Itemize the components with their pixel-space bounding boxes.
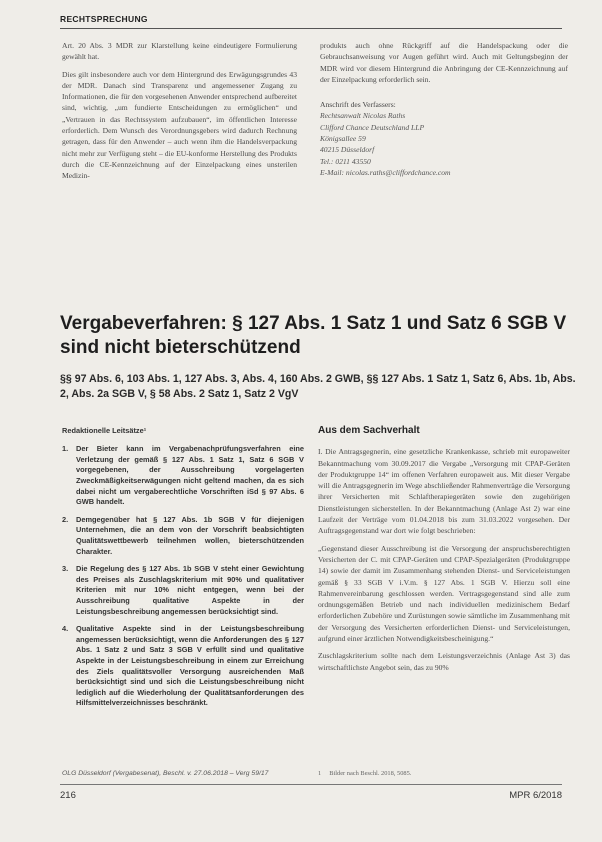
guidelines-list xyxy=(62,444,304,709)
body-paragraph: I. Die Antragsgegnerin, eine gesetzliche Krankenkasse, schrieb mit europaweiter Bekanntmachung vom 30.09.2017 die Vergabe „Versorgung mit CPAP-Geräten der Produktgruppe 14“ im offenen Verfahren europaweit aus. Mit dieser Vergabe will die Antragsgegnerin im Wege abschließender Rahmenverträge die Versorgung ihrer Versicherten mit Schlaftherapiegeräten sowie den zugehörigen Dienstleistungen sicherstellen. In der Bekanntmachung (Anlage Ast 2) war eine Laufzeit der Verträge vom 01.04.2018 bis zum 31.03.2022 vorgesehen. Der Auftragsgegenstand war dort wie folgt beschrieben: xyxy=(318,447,570,536)
guidelines-column xyxy=(62,425,304,716)
guideline-text: Qualitative Aspekte sind in der Leistungsbeschreibung angemessen berücksichtigt, wenn die Anforderungen des § 127 Abs. 1 Satz 2 und Satz 3 SGB V erfüllt sind und qualitative Aspekte in der Leistungsbeschreibung in einem zur Erreichung des Ziels qualitätsvoller Versorgung ausreichenden Maß berücksichtigt sind und sich die Leistungsbeschreibung nicht lediglich auf die Wiederholung der Qualitätsanforderungen des Hilfsmittelverzeichnisses beschränkt. xyxy=(76,624,304,708)
guideline-item xyxy=(62,444,304,508)
body-paragraph: Dies gilt insbesondere auch vor dem Hintergrund des Erwägungsgrundes 43 der MDR. Danach sind Transparenz und angemessener Zugang zu Informationen, die für den vorgesehenen Anwender entsprechend aufbereitet sind, wichtig, „um fundierte Entscheidungen zu ermöglichen“ und „Vertrauen in das Rechtssystem aufzubauen“, im öffentlichen Interesse erforderlich. Dem Wunsch des Verordnungsgebers wird dadurch Rechnung getragen, dass für den Anwender – auch wenn ihm die Handelsverpackung nicht mehr zur Verfügung steht – die EU-konforme Herstellung des Produkts durch die CE-Kennzeichnung auf der Einzelpackung eines unsterilen Medizin- xyxy=(62,69,297,181)
address-line: 40215 Düsseldorf xyxy=(320,145,375,155)
body-paragraph: Art. 20 Abs. 3 MDR zur Klarstellung keine eindeutigere Formulierung gewählt hat. xyxy=(62,41,297,62)
page-number: 216 xyxy=(60,790,76,801)
header-rule xyxy=(60,28,562,29)
guideline-number: 4. xyxy=(62,624,69,634)
guideline-number: 3. xyxy=(62,564,69,574)
top-left-column xyxy=(62,40,297,188)
address-line: Königsallee 59 xyxy=(320,134,366,144)
guideline-number: 2. xyxy=(62,514,69,524)
guidelines-heading: Redaktionelle Leitsätze¹ xyxy=(62,426,147,435)
guideline-item xyxy=(62,624,304,709)
section-heading: Aus dem Sachverhalt xyxy=(318,425,420,436)
guideline-text: Demgegenüber hat § 127 Abs. 1b SGB V für diejenigen Unternehmen, die an dem von der Vorschrift beabsichtigten Qualitätswettbewerb teilnehmen wollen, bieterschützenden Charakter. xyxy=(76,514,304,556)
footnote-text: Bilder nach Beschl. 2018, 5085. xyxy=(329,770,412,777)
article-title: Vergabeverfahren: § 127 Abs. 1 Satz 1 und Satz 6 SGB V sind nicht bieterschützend xyxy=(60,313,567,358)
guideline-number: 1. xyxy=(62,444,69,454)
footer-rule xyxy=(60,784,562,785)
running-head: RECHTSPRECHUNG xyxy=(60,14,148,24)
guideline-text: Der Bieter kann im Vergabenachprüfungsverfahren eine Verletzung der gemäß § 127 Abs. 1 Satz 1, Satz 6 SGB V vorgegebenen, der Ausschreibung vorgelagerten Zweckmäßigkeitserwägungen nicht geltend machen, da es sich dabei nicht um vergaberechtliche Vorschriften iSd § 97 Abs. 6 GWB handelt. xyxy=(76,444,304,507)
address-label: Anschrift des Verfassers: xyxy=(320,100,396,110)
article-norms: §§ 97 Abs. 6, 103 Abs. 1, 127 Abs. 3, Abs. 4, 160 Abs. 2 GWB, §§ 127 Abs. 1 Satz 1, Satz 6, Abs. 1b, Abs. 2, Abs. 2a SGB V, § 58 Abs. 2 Satz 1, Satz 2 VgV xyxy=(60,373,576,400)
guideline-text: Die Regelung des § 127 Abs. 1b SGB V steht einer Gewichtung des Preises als Zuschlagskriterium mit 90% und qualitativer Kriterien mit nur 10% nicht entgegen, wenn bei der Ausschreibung qualitative Aspekte in der Leistungsbeschreibung angemessen berücksichtigt sind. xyxy=(76,564,304,616)
footnote xyxy=(318,770,568,777)
body-paragraph: „Gegenstand dieser Ausschreibung ist die Versorgung der anspruchsberechtigten Versicherten der C. mit CPAP-Geräten und CPAP-Spezialgeräten (Produktgruppe 14) sowie der damit im Zusammenhang stehenden Dienst- und Serviceleistungen gemäß § 33 SGB V i.V.m. § 127 Abs. 1 SGB V. Hierzu soll eine Rahmenvereinbarung geschlossen werden. Vertragsgegenstand sind alle zum ordnungsgemäßen Betrieb und nach individuellen medizinischem Bedarf erforderlichen Zubehöre und Zurüstungen sowie sämtliche im Zusammenhang mit der Versorgung des Versicherten erforderlichen Dienst- und Serviceleistungen, aufgrund einer ärztlichen Notwendigkeitsbescheinigung.“ xyxy=(318,543,570,644)
address-line: Clifford Chance Deutschland LLP xyxy=(320,122,425,132)
body-paragraph: produkts auch ohne Rückgriff auf die Handelspackung oder die Gebrauchsanweisung vor Augen geführt wird. Auch mit Geltungsbeginn der MDR wird vor diesem Hintergrund die Anbringung der CE-Kennzeichnung auf der Einzelpackung erforderlich sein. xyxy=(320,41,568,84)
journal-issue: MPR 6/2018 xyxy=(509,790,562,801)
guideline-item xyxy=(62,564,304,617)
footnote-number: 1 xyxy=(318,770,322,777)
address-email: E-Mail: nicolas.raths@cliffordchance.com xyxy=(320,167,451,177)
author-address xyxy=(320,99,568,178)
address-line: Tel.: 0211 43550 xyxy=(320,156,371,166)
guideline-item xyxy=(62,515,304,557)
facts-column xyxy=(318,425,570,679)
top-right-column xyxy=(320,40,568,178)
body-paragraph: Zuschlagskriterium sollte nach dem Leistungsverzeichnis (Anlage Ast 3) das wirtschaftlichste Angebot sein, das zu 90% xyxy=(318,651,570,672)
address-line: Rechtsanwalt Nicolas Raths xyxy=(320,111,406,121)
court-source: OLG Düsseldorf (Vergabesenat), Beschl. v. 27.06.2018 – Verg 59/17 xyxy=(62,770,269,777)
